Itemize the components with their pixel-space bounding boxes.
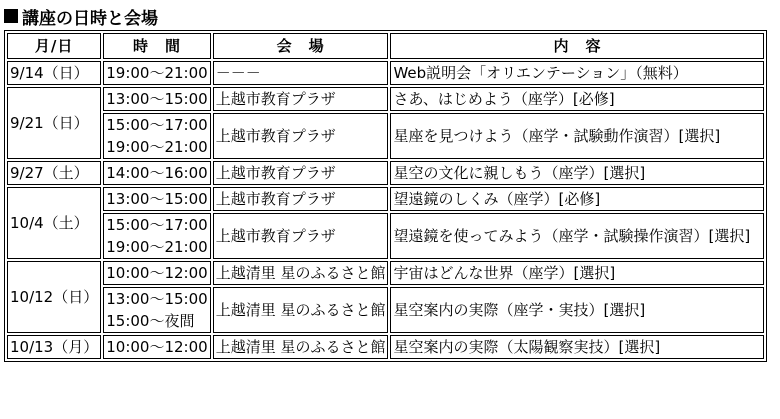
venue-cell: 上越市教育プラザ bbox=[213, 187, 389, 211]
date-cell: 9/27（土） bbox=[7, 161, 101, 185]
section-heading bbox=[4, 4, 158, 28]
time-text: 19:00～21:00 bbox=[106, 64, 208, 82]
time-text: 13:00～15:00 bbox=[106, 90, 208, 108]
date-cell: 10/12（日） bbox=[7, 261, 101, 333]
time-cell bbox=[103, 61, 210, 85]
venue-cell: 上越市教育プラザ bbox=[213, 213, 389, 259]
content-cell: 星空案内の実際（太陽観察実技）[選択] bbox=[390, 335, 764, 359]
venue-cell: 上越市教育プラザ bbox=[213, 113, 389, 159]
time-text: 15:00～夜間 bbox=[106, 312, 195, 330]
time-text: 19:00～21:00 bbox=[106, 138, 208, 156]
table-row bbox=[7, 287, 764, 333]
table-row bbox=[7, 335, 764, 359]
content-cell: 宇宙はどんな世界（座学）[選択] bbox=[390, 261, 764, 285]
time-text: 10:00～12:00 bbox=[106, 338, 208, 356]
time-text: 15:00～17:00 bbox=[106, 216, 208, 234]
column-header-time: 時 間 bbox=[103, 33, 210, 59]
table-row bbox=[7, 61, 764, 85]
content-cell: Web説明会「オリエンテーション」（無料） bbox=[390, 61, 764, 85]
date-cell: 10/13（月） bbox=[7, 335, 101, 359]
time-text: 19:00～21:00 bbox=[106, 238, 208, 256]
time-cell bbox=[103, 161, 210, 185]
time-cell bbox=[103, 213, 210, 259]
venue-cell: 上越市教育プラザ bbox=[213, 161, 389, 185]
content-cell: 星座を見つけよう（座学・試験動作演習）[選択] bbox=[390, 113, 764, 159]
venue-cell: 上越清里 星のふるさと館 bbox=[213, 261, 389, 285]
column-header-date: 月/日 bbox=[7, 33, 101, 59]
column-header-venue: 会 場 bbox=[213, 33, 389, 59]
time-text: 13:00～15:00 bbox=[106, 190, 208, 208]
table-row bbox=[7, 213, 764, 259]
time-text: 10:00～12:00 bbox=[106, 264, 208, 282]
time-cell bbox=[103, 87, 210, 111]
date-cell: 9/21（日） bbox=[7, 87, 101, 159]
venue-cell: －－－ bbox=[213, 61, 389, 85]
table-row bbox=[7, 87, 764, 111]
content-cell: さあ、はじめよう（座学）[必修] bbox=[390, 87, 764, 111]
venue-cell: 上越清里 星のふるさと館 bbox=[213, 335, 389, 359]
time-cell bbox=[103, 287, 210, 333]
time-cell bbox=[103, 261, 210, 285]
table-row bbox=[7, 161, 764, 185]
square-bullet-icon bbox=[4, 9, 18, 23]
venue-cell: 上越清里 星のふるさと館 bbox=[213, 287, 389, 333]
time-cell bbox=[103, 187, 210, 211]
time-text: 15:00～17:00 bbox=[106, 116, 208, 134]
content-cell: 望遠鏡を使ってみよう（座学・試験操作演習）[選択] bbox=[390, 213, 764, 259]
time-cell bbox=[103, 113, 210, 159]
time-text: 14:00～16:00 bbox=[106, 164, 208, 182]
column-header-content: 内 容 bbox=[390, 33, 764, 59]
content-cell: 星空の文化に親しもう（座学）[選択] bbox=[390, 161, 764, 185]
table-row bbox=[7, 261, 764, 285]
venue-cell: 上越市教育プラザ bbox=[213, 87, 389, 111]
content-cell: 星空案内の実際（座学・実技）[選択] bbox=[390, 287, 764, 333]
table-row bbox=[7, 113, 764, 159]
content-cell: 望遠鏡のしくみ（座学）[必修] bbox=[390, 187, 764, 211]
table-row bbox=[7, 187, 764, 211]
time-text: 13:00～15:00 bbox=[106, 290, 208, 308]
date-cell: 9/14（日） bbox=[7, 61, 101, 85]
header-row bbox=[7, 33, 764, 59]
time-cell bbox=[103, 335, 210, 359]
schedule-table bbox=[4, 30, 767, 362]
date-cell: 10/4（土） bbox=[7, 187, 101, 259]
section-title: 講座の日時と会場 bbox=[22, 8, 158, 29]
